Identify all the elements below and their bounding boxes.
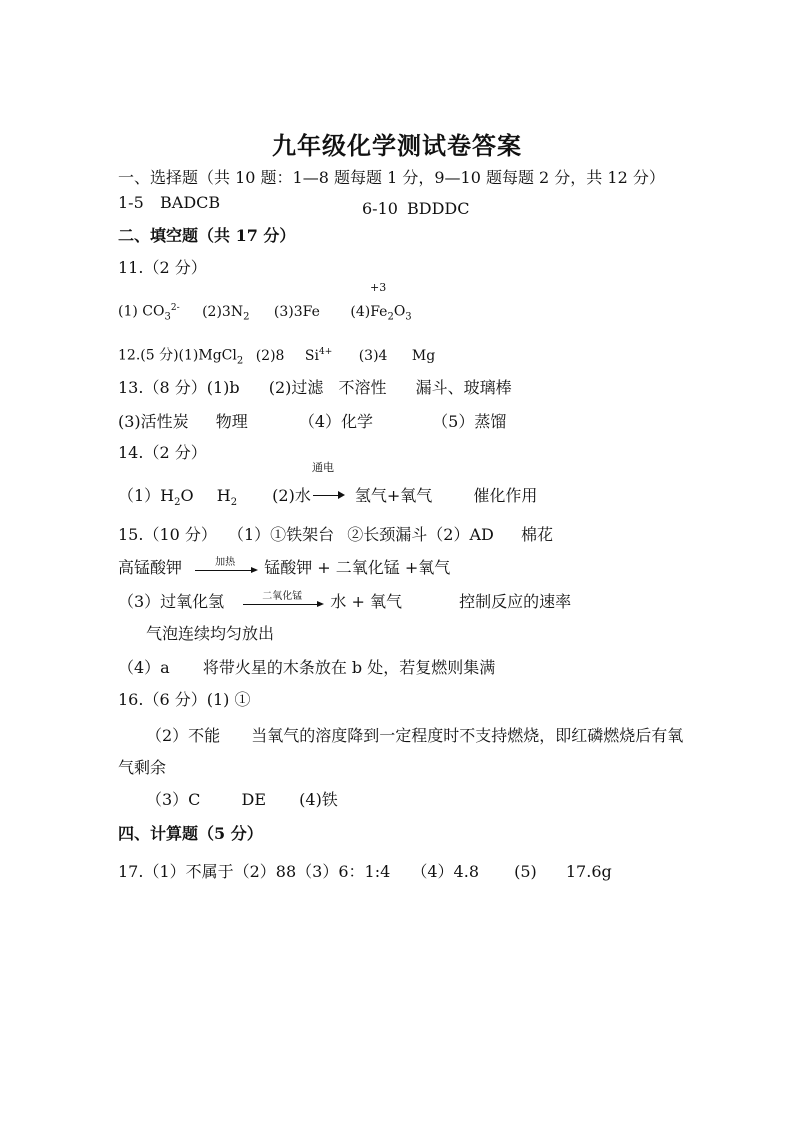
q16-line4: （3）C DE (4)铁 [146,790,338,809]
q16-line3: 气剩余 [118,758,167,777]
q12-a2: (2)8 [255,347,285,364]
q15-line4: 气泡连续均匀放出 [146,624,275,643]
q11-valence-mark: +3 [370,281,387,294]
q17-line: 17.（1）不属于（2）88（3）6：1:4 （4）4.8 (5) 17.6g [118,862,612,881]
q1-5-label: 1-5 [118,193,144,212]
q12-a3: (3)4 [358,347,388,364]
q11-a2: (2)3N [202,303,244,320]
q1-5-answers: BADCB [160,193,221,212]
q16-line2: （2）不能 当氧气的溶度降到一定程度时不支持燃烧，即红磷燃烧后有氧 [146,726,684,745]
q11-a3: (3)3Fe [273,303,320,320]
q15-line2: 高锰酸钾 加热 锰酸钾 + 二氧化锰 +氧气 [118,557,451,577]
q12-si: Si [304,347,319,364]
q14-line: $(1)H_2O$ $H_2$ (2)水 氢气+氧气 催化作用 [118,486,538,509]
q11-answers: (1) $CO_3^{2-}$ $(2)3N_2$ (3)3Fe $(4)Fe_2O_3$ [118,303,412,323]
q11-a4: (4)Fe [350,303,388,320]
q16-head: 16.（6 分）(1) ① [118,690,251,709]
q6-10-label: 6-10 [362,199,398,218]
q15-line5: （4）a 将带火星的木条放在 b 处，若复燃则集满 [118,658,496,677]
q14-head: 14.（2 分） [118,443,207,462]
q13-line1: 13.（8 分）(1)b (2)过滤 不溶性 漏斗、玻璃棒 [118,378,512,397]
reaction-arrow [313,495,343,496]
q13-line2: (3)活性炭 物理 （4）化学 （5）蒸馏 [118,412,507,431]
q11-head: 11.（2 分） [118,258,207,277]
reaction-arrow: 加热 [195,557,255,571]
q15-line3: （3）过氧化氢 二氧化锰 水 + 氧气 控制反应的速率 [118,591,572,611]
q6-10-answers: BDDDC [407,199,470,218]
section4-heading: 四、计算题（5 分） [118,824,263,843]
q11-a1: (1) CO [118,303,165,320]
q15-line1: 15.（10 分） （1）①铁架台 ②长颈漏斗（2）AD 棉花 [118,525,553,544]
q12-mg: Mg [411,347,436,364]
section1-heading: 一、选择题（共 10 题：1—8 题每题 1 分，9—10 题每题 2 分，共 12 分） [118,168,665,187]
q13-head: 13.（8 分）(1)b [118,378,240,397]
reaction-arrow: 二氧化锰 [243,591,321,605]
q12-head: 12.(5 分)(1)MgCl [118,347,237,364]
q14-condition: 通电 [312,461,334,474]
q12-line: 12.(5 分)(1)MgCl$_2$ (2)8 $Si^{4+}$ (3)4 Mg [118,347,436,367]
section2-heading: 二、填空题（共 17 分） [118,226,296,245]
page-title: 九年级化学测试卷答案 [272,131,522,160]
